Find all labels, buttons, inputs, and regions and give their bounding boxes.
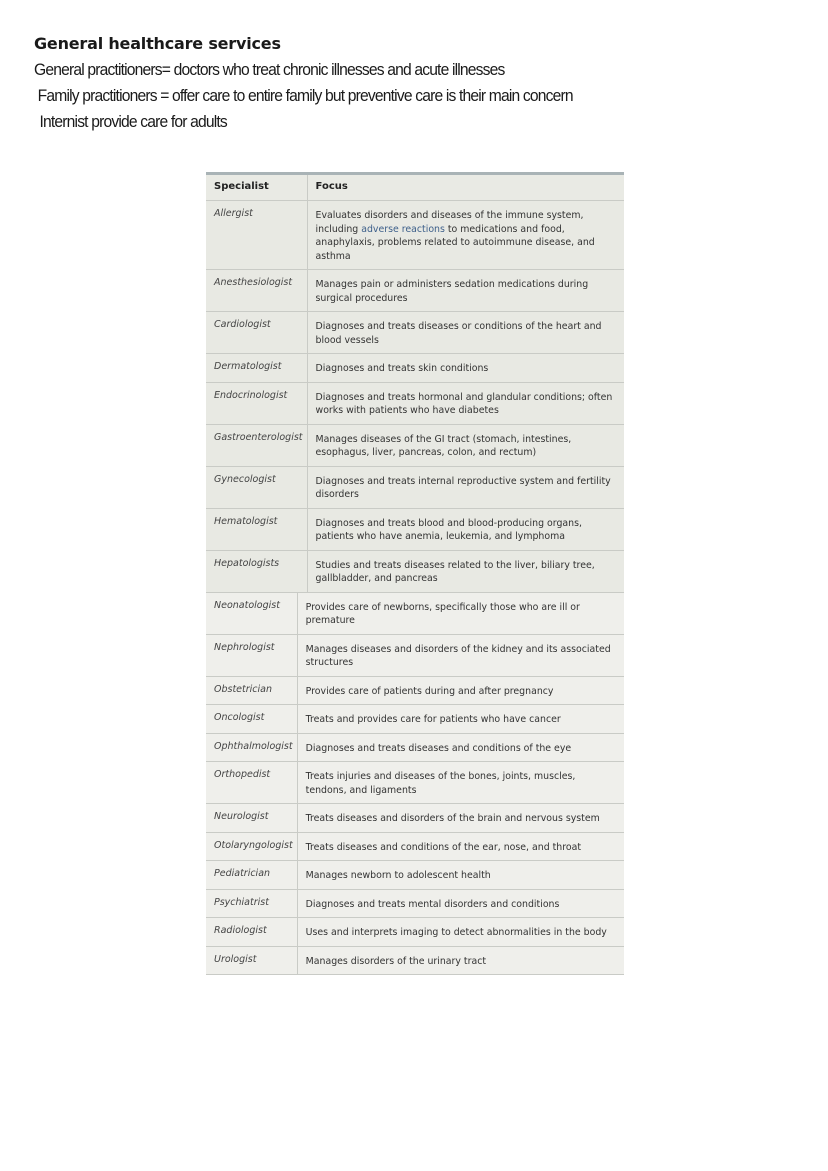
specialist-cell: Gynecologist	[206, 466, 307, 508]
specialist-cell: Hematologist	[206, 508, 307, 550]
specialist-cell: Neurologist	[206, 804, 297, 833]
focus-cell: Manages newborn to adolescent health	[297, 861, 624, 890]
focus-cell: Manages diseases and disorders of the kidney and its associated structures	[297, 634, 624, 676]
specialist-cell: Anesthesiologist	[206, 270, 307, 312]
focus-cell: Treats diseases and disorders of the brain and nervous system	[297, 804, 624, 833]
specialist-cell: Orthopedist	[206, 762, 297, 804]
specialist-cell: Urologist	[206, 946, 297, 975]
table-row	[206, 508, 624, 550]
specialist-table-part-2	[206, 593, 624, 976]
specialist-cell: Dermatologist	[206, 354, 307, 383]
focus-cell: Manages pain or administers sedation medications during surgical procedures	[307, 270, 624, 312]
focus-cell: Diagnoses and treats blood and blood-producing organs, patients who have anemia, leukemia, and lymphoma	[307, 508, 624, 550]
specialist-cell: Otolaryngologist	[206, 832, 297, 861]
focus-cell: Diagnoses and treats diseases or conditions of the heart and blood vessels	[307, 312, 624, 354]
focus-cell: Diagnoses and treats diseases and conditions of the eye	[297, 733, 624, 762]
focus-cell: Treats and provides care for patients who have cancer	[297, 705, 624, 734]
table-row	[206, 634, 624, 676]
focus-text: to medications and food, anaphylaxis, problems related to autoimmune disease, and asthma	[315, 223, 595, 262]
focus-text: Evaluates disorders and diseases of the immune system, including	[315, 210, 584, 235]
focus-cell: Uses and interprets imaging to detect abnormalities in the body	[297, 918, 624, 947]
table-row	[206, 424, 624, 466]
focus-cell: Diagnoses and treats hormonal and glandular conditions; often works with patients who have diabetes	[307, 382, 624, 424]
focus-cell: Provides care of patients during and after pregnancy	[297, 676, 624, 705]
focus-cell: Treats injuries and diseases of the bones, joints, muscles, tendons, and ligaments	[297, 762, 624, 804]
note-general-practitioners: General practitioners= doctors who treat chronic illnesses and acute illnesses	[34, 60, 505, 79]
specialist-cell: Obstetrician	[206, 676, 297, 705]
specialist-cell: Ophthalmologist	[206, 733, 297, 762]
table-row	[206, 312, 624, 354]
focus-cell: Diagnoses and treats skin conditions	[307, 354, 624, 383]
specialist-cell: Pediatrician	[206, 861, 297, 890]
notes-title: General healthcare services	[34, 34, 281, 53]
table-row	[206, 354, 624, 383]
specialist-cell: Endocrinologist	[206, 382, 307, 424]
note-internist: Internist provide care for adults	[39, 112, 227, 131]
table-row	[206, 705, 624, 734]
specialist-table-image	[206, 172, 624, 975]
focus-cell: Provides care of newborns, specifically those who are ill or premature	[297, 593, 624, 635]
column-header-focus: Focus	[307, 174, 624, 201]
note-family-practitioners: Family practitioners = offer care to entire family but preventive care is their main concern	[37, 86, 573, 105]
table-row	[206, 676, 624, 705]
table-row	[206, 270, 624, 312]
specialist-cell: Neonatologist	[206, 593, 297, 635]
specialist-cell: Allergist	[206, 201, 307, 270]
specialist-cell: Nephrologist	[206, 634, 297, 676]
notes-section	[34, 34, 620, 135]
specialist-cell: Gastroenterologist	[206, 424, 307, 466]
table-row	[206, 466, 624, 508]
table-row	[206, 382, 624, 424]
focus-cell: Treats diseases and conditions of the ear, nose, and throat	[297, 832, 624, 861]
focus-cell: Diagnoses and treats mental disorders and conditions	[297, 889, 624, 918]
focus-cell: Studies and treats diseases related to the liver, biliary tree, gallbladder, and pancreas	[307, 550, 624, 592]
table-row	[206, 832, 624, 861]
table-row	[206, 201, 624, 270]
specialist-cell: Psychiatrist	[206, 889, 297, 918]
table-row	[206, 733, 624, 762]
table-row	[206, 861, 624, 890]
table-row	[206, 918, 624, 947]
specialist-cell: Hepatologists	[206, 550, 307, 592]
specialist-cell: Oncologist	[206, 705, 297, 734]
table-row	[206, 762, 624, 804]
focus-cell: Manages diseases of the GI tract (stomach, intestines, esophagus, liver, pancreas, colon, and rectum)	[307, 424, 624, 466]
specialist-cell: Radiologist	[206, 918, 297, 947]
specialist-table-part-1	[206, 172, 624, 593]
table-header-row	[206, 174, 624, 201]
table-row	[206, 593, 624, 635]
focus-cell: Diagnoses and treats internal reproductive system and fertility disorders	[307, 466, 624, 508]
specialist-cell: Cardiologist	[206, 312, 307, 354]
focus-cell	[307, 201, 624, 270]
table-row	[206, 946, 624, 975]
focus-cell: Manages disorders of the urinary tract	[297, 946, 624, 975]
table-row	[206, 804, 624, 833]
column-header-specialist: Specialist	[206, 174, 307, 201]
table-row	[206, 889, 624, 918]
adverse-reactions-link[interactable]: adverse reactions	[361, 223, 445, 235]
table-row	[206, 550, 624, 592]
